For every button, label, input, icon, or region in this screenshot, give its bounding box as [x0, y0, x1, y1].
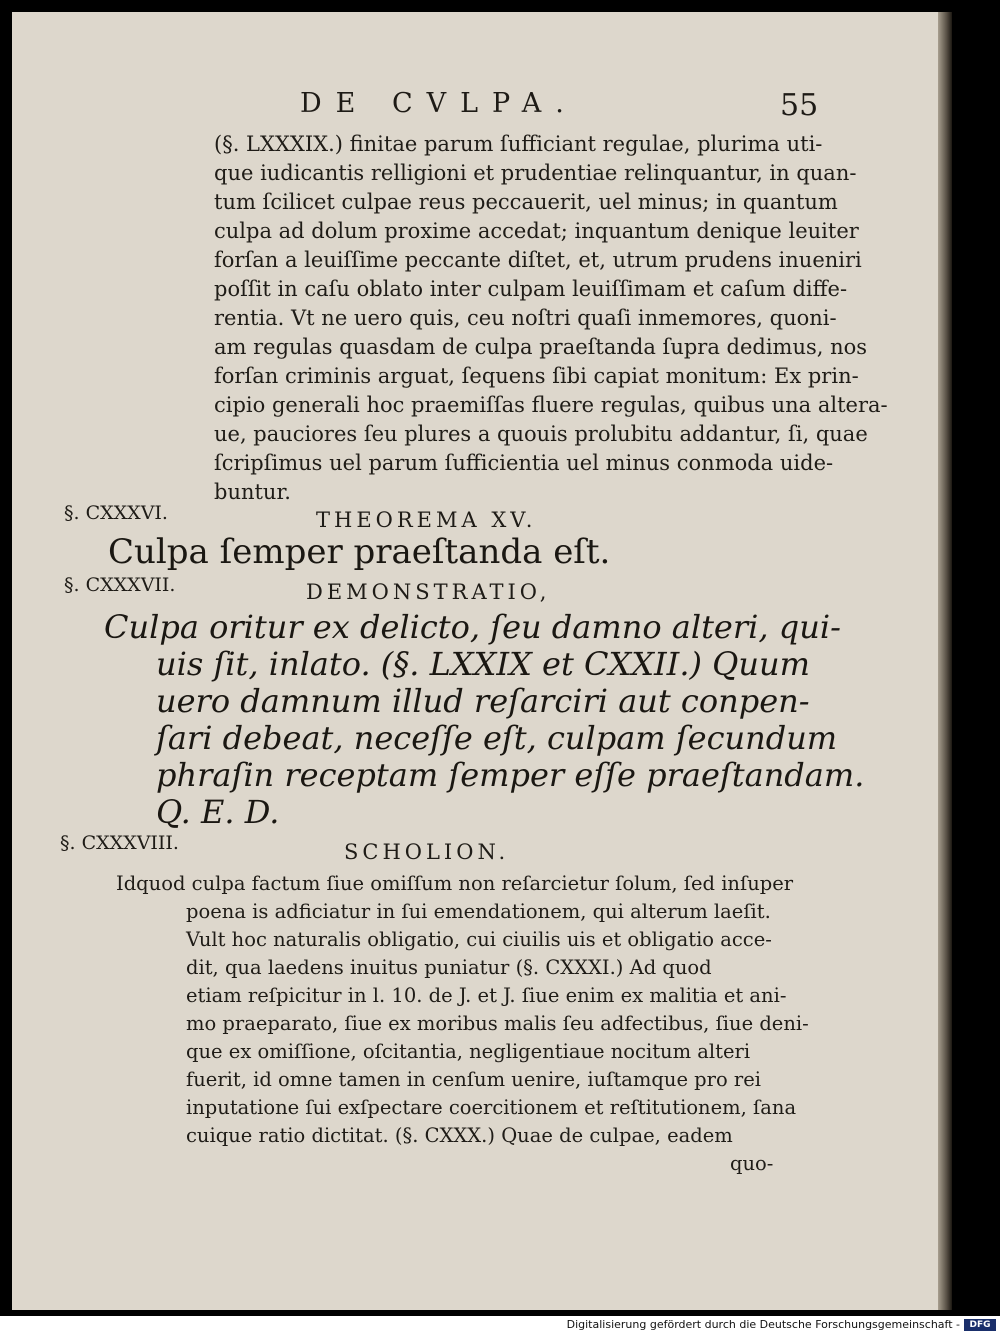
text-line: cuique ratio dictitat. (§. CXXX.) Quae de culpae, eadem [186, 1124, 733, 1147]
text-line: am regulas quasdam de culpa praeſtanda ſupra dedimus, nos [214, 335, 868, 359]
text-line: dit, qua laedens inuitus puniatur (§. CXXXI.) Ad quod [186, 956, 712, 979]
text-line: Q. E. D. [156, 793, 280, 831]
text-line: culpa ad dolum proxime accedat; inquantum denique leuiter [214, 219, 859, 243]
text-line: rentia. Vt ne uero quis, ceu noſtri quaſi inmemores, quoni- [214, 306, 837, 330]
section-heading: DEMONSTRATIO, [306, 580, 551, 604]
text-line: Idquod culpa factum ſiue omiſſum non reſarcietur ſolum, ſed inſuper [116, 872, 794, 895]
text-line: phraſin receptam ſemper eſſe praeſtandam. [156, 756, 865, 794]
section-heading: THEOREMA XV. [316, 508, 537, 532]
text-line: tum ſcilicet culpae reus peccauerit, uel minus; in quantum [214, 190, 838, 214]
running-head: DE CVLPA. [300, 88, 578, 119]
page-edge [938, 12, 952, 1310]
text-line: (§. LXXXIX.) finitae parum ſufficiant regulae, plurima uti- [214, 132, 823, 156]
text-line: ue, pauciores ſeu plures a quouis prolubitu addantur, ſi, quae [214, 422, 868, 446]
section-heading: SCHOLION. [344, 840, 510, 864]
section-number: §. CXXXVII. [64, 574, 176, 596]
text-line: cipio generali hoc praemiſſas fluere regulas, quibus una altera- [214, 393, 888, 417]
text-line: buntur. [214, 480, 291, 504]
dfg-logo: DFG [964, 1319, 996, 1331]
page-number: 55 [780, 88, 819, 123]
text-line: uero damnum illud reſarciri aut conpen- [156, 682, 810, 720]
text-line: ſari debeat, neceſſe eſt, culpam ſecundum [156, 719, 838, 757]
section-number: §. CXXXVI. [64, 502, 168, 524]
text-line: mo praeparato, ſiue ex moribus malis ſeu adfectibus, ſiue deni- [186, 1012, 809, 1035]
catchword: quo- [730, 1152, 774, 1175]
text-line: inputatione ſui exſpectare coercitionem et reſtitutionem, ſana [186, 1096, 797, 1119]
theorem-text: Culpa ſemper praeſtanda eſt. [108, 532, 611, 572]
text-line: forſan a leuiſſime peccante diſtet, et, utrum prudens inueniri [214, 248, 862, 272]
footer-credit: Digitalisierung gefördert durch die Deutsche Forschungsgemeinschaft - [566, 1318, 960, 1331]
text-line: poena is adficiatur in ſui emendationem, qui alterum laeſit. [186, 900, 771, 923]
text-line: que ex omiſſione, oſcitantia, negligentiaue nocitum alteri [186, 1040, 751, 1063]
text-line: forſan criminis arguat, ſequens ſibi capiat monitum: Ex prin- [214, 364, 859, 388]
text-line: ſcripſimus uel parum ſufficientia uel minus conmoda uide- [214, 451, 834, 475]
section-number: §. CXXXVIII. [60, 832, 179, 854]
text-line: etiam reſpicitur in l. 10. de J. et J. ſiue enim ex malitia et ani- [186, 984, 787, 1007]
text-line: fuerit, id omne tamen in cenſum uenire, iuſtamque pro rei [186, 1068, 762, 1091]
text-line: que iudicantis relligioni et prudentiae relinquantur, in quan- [214, 161, 857, 185]
text-line: uis ſit, inlato. (§. LXXIX et CXXII.) Quum [156, 645, 810, 683]
text-line: poſſit in caſu oblato inter culpam leuiſſimam et caſum diffe- [214, 277, 848, 301]
text-line: Culpa oritur ex delicto, ſeu damno alteri, qui- [104, 608, 841, 646]
text-line: Vult hoc naturalis obligatio, cui ciuilis uis et obligatio acce- [186, 928, 772, 951]
